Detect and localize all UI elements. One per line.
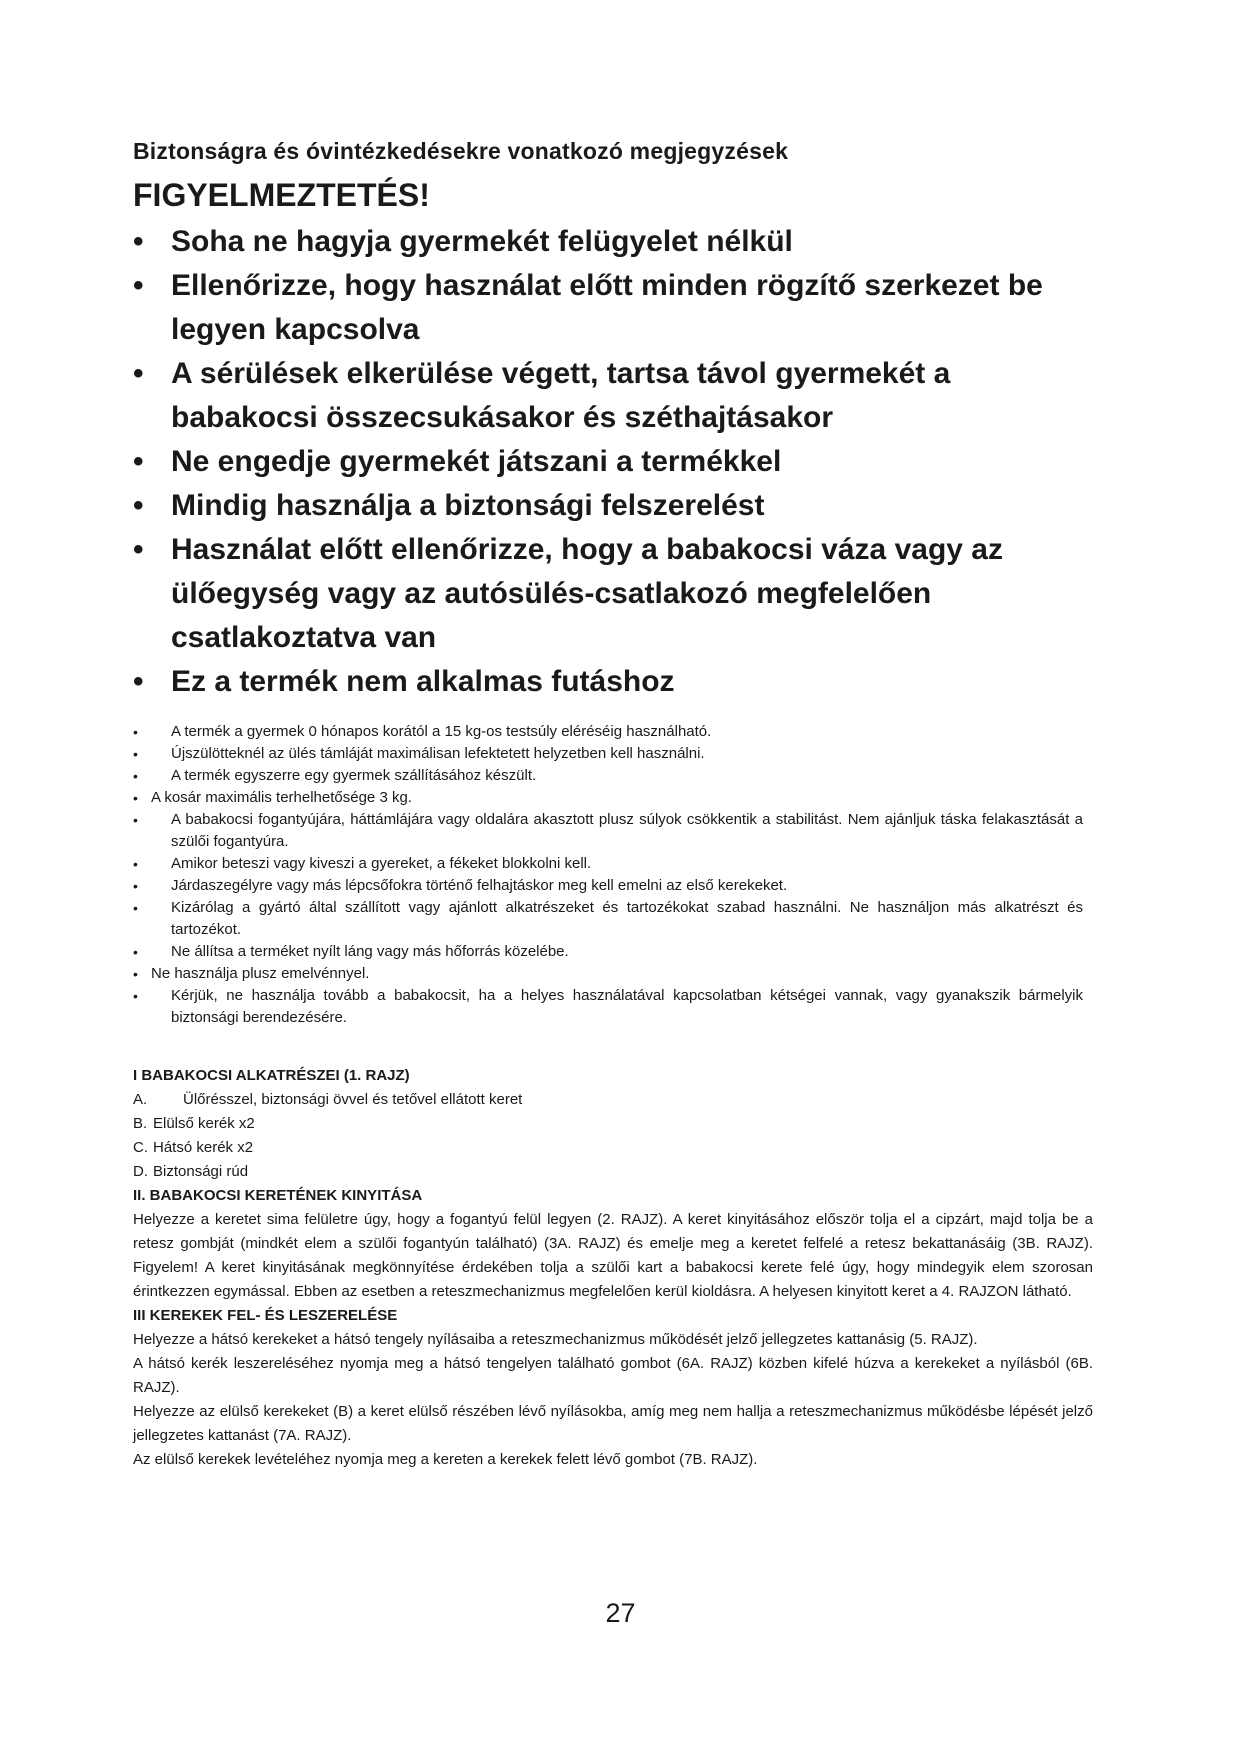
safety-notes-heading: Biztonságra és óvintézkedésekre vonatkozó megjegyzések [133,138,789,164]
bullet-icon: • [133,269,144,302]
paragraph: Helyezze a hátsó kerekeket a hátsó tengely nyílásaiba a reteszmechanizmus működését jelző jellegzetes kattanásig (5. RAJZ). [133,1331,978,1348]
list-item: • A termék egyszerre egy gyermek szállításához készült. [133,765,1083,787]
bullet-icon: • [133,856,138,872]
section-parts [133,1064,1093,1472]
paragraph: A hátsó kerék leszereléséhez nyomja meg a hátsó tengelyen található gombot (6A. RAJZ) közben kifelé húzva a kerekeket a nyílásból (6B. RAJZ). [133,1355,1093,1396]
list-item: • Járdaszegélyre vagy más lépcsőfokra történő felhajtáskor meg kell emelni az első kerekeket. [133,875,1083,897]
bullet-icon: • [133,357,144,390]
list-item: • Amikor beteszi vagy kiveszi a gyereket, a fékeket blokkolni kell. [133,853,1083,875]
page-number: 27 [605,1598,636,1628]
warning-heading: FIGYELMEZTETÉS! [133,177,430,213]
list-item: • Ellenőrizze, hogy használat előtt minden rögzítő szerkezet be legyen kapcsolva [133,264,1083,352]
bullet-icon: • [133,790,138,806]
list-item: • A termék a gyermek 0 hónapos korától a 15 kg-os testsúly eléréséig használható. [133,721,1083,743]
list-item: • Kérjük, ne használja tovább a babakocsit, ha a helyes használatával kapcsolatban kétségei vannak, vagy gyanakszik bármelyik biztonsági berendezésére. [133,987,1083,1026]
list-item: • Ne használja plusz emelvénnyel. [133,963,1083,985]
bullet-icon: • [133,812,138,828]
list-item: • A kosár maximális terhelhetősége 3 kg. [133,787,1083,809]
paragraph: Helyezze a keretet sima felületre úgy, hogy a fogantyú felül legyen (2. RAJZ). A keret kinyitásához először tolja el a cipzárt, majd tolja be a retesz gombját (mindkét elem a szülői fogantyún található) (3A. RAJZ) és emelje meg a keretet felfelé a retesz bekattanásáig (3B. RAJZ). Figyelem! A keret kinyitásának megkönnyítése érdekében tolja a szülői kart a babakocsi kerete felé úgy, hogy mindegyik elem szorosan érintkezzen egymással. Ebben az esetben a reteszmechanizmus megfelelően kerül kioldásra. A helyesen kinyitott keret a 4. RAJZON látható. [133,1211,1093,1300]
list-item: C. Hátsó kerék x2 [133,1139,254,1156]
bullet-icon: • [133,988,138,1004]
bullet-icon: • [133,900,138,916]
parts-list [133,1088,1093,1184]
list-item: D. Biztonsági rúd [133,1163,249,1180]
list-item: • Ne engedje gyermekét játszani a termékkel [133,440,1083,484]
list-item: B. Elülső kerék x2 [133,1115,255,1132]
list-item: • Kizárólag a gyártó által szállított vagy ajánlott alkatrészeket és tartozékokat szabad használni. Ne használjon más alkatrészt és tartozékot. [133,899,1083,938]
list-item: • Ne állítsa a terméket nyílt láng vagy más hőforrás közelébe. [133,941,1083,963]
section-title: III KEREKEK FEL- ÉS LESZERELÉSE [133,1307,398,1324]
safety-notes-list [133,721,1083,1029]
list-item: A. Ülőrésszel, biztonsági övvel és tetővel ellátott keret [133,1091,523,1108]
section-title: I BABAKOCSI ALKATRÉSZEI (1. RAJZ) [133,1067,410,1084]
section-title: II. BABAKOCSI KERETÉNEK KINYITÁSA [133,1187,423,1204]
major-warnings-list [133,220,1083,704]
bullet-icon: • [133,445,144,478]
bullet-icon: • [133,225,144,258]
bullet-icon: • [133,768,138,784]
bullet-icon: • [133,966,138,982]
list-item: • Használat előtt ellenőrizze, hogy a babakocsi váza vagy az ülőegység vagy az autósülés-csatlakozó megfelelően csatlakoztatva van [133,528,1083,660]
paragraph: Helyezze az elülső kerekeket (B) a keret elülső részében lévő nyílásokba, amíg meg nem hallja a reteszmechanizmus működésbe lépését jelző jellegzetes kattanást (7A. RAJZ). [133,1403,1093,1444]
bullet-icon: • [133,724,138,740]
bullet-icon: • [133,489,144,522]
list-item: • A babakocsi fogantyújára, háttámlájára vagy oldalára akasztott plusz súlyok csökkentik a stabilitást. Nem ajánljuk táska felakasztását a szülői fogantyúra. [133,811,1083,850]
list-item: • Soha ne hagyja gyermekét felügyelet nélkül [133,220,1083,264]
bullet-icon: • [133,944,138,960]
bullet-icon: • [133,533,144,566]
list-item: • A sérülések elkerülése végett, tartsa távol gyermekét a babakocsi összecsukásakor és széthajtásakor [133,352,1083,440]
bullet-icon: • [133,665,144,698]
list-item: • Újszülötteknél az ülés támláját maximálisan lefektetett helyzetben kell használni. [133,743,1083,765]
bullet-icon: • [133,746,138,762]
bullet-icon: • [133,878,138,894]
list-item: • Ez a termék nem alkalmas futáshoz [133,660,1083,704]
paragraph: Az elülső kerekek levételéhez nyomja meg a kereten a kerekek felett lévő gombot (7B. RAJZ). [133,1451,758,1468]
list-item: • Mindig használja a biztonsági felszerelést [133,484,1083,528]
